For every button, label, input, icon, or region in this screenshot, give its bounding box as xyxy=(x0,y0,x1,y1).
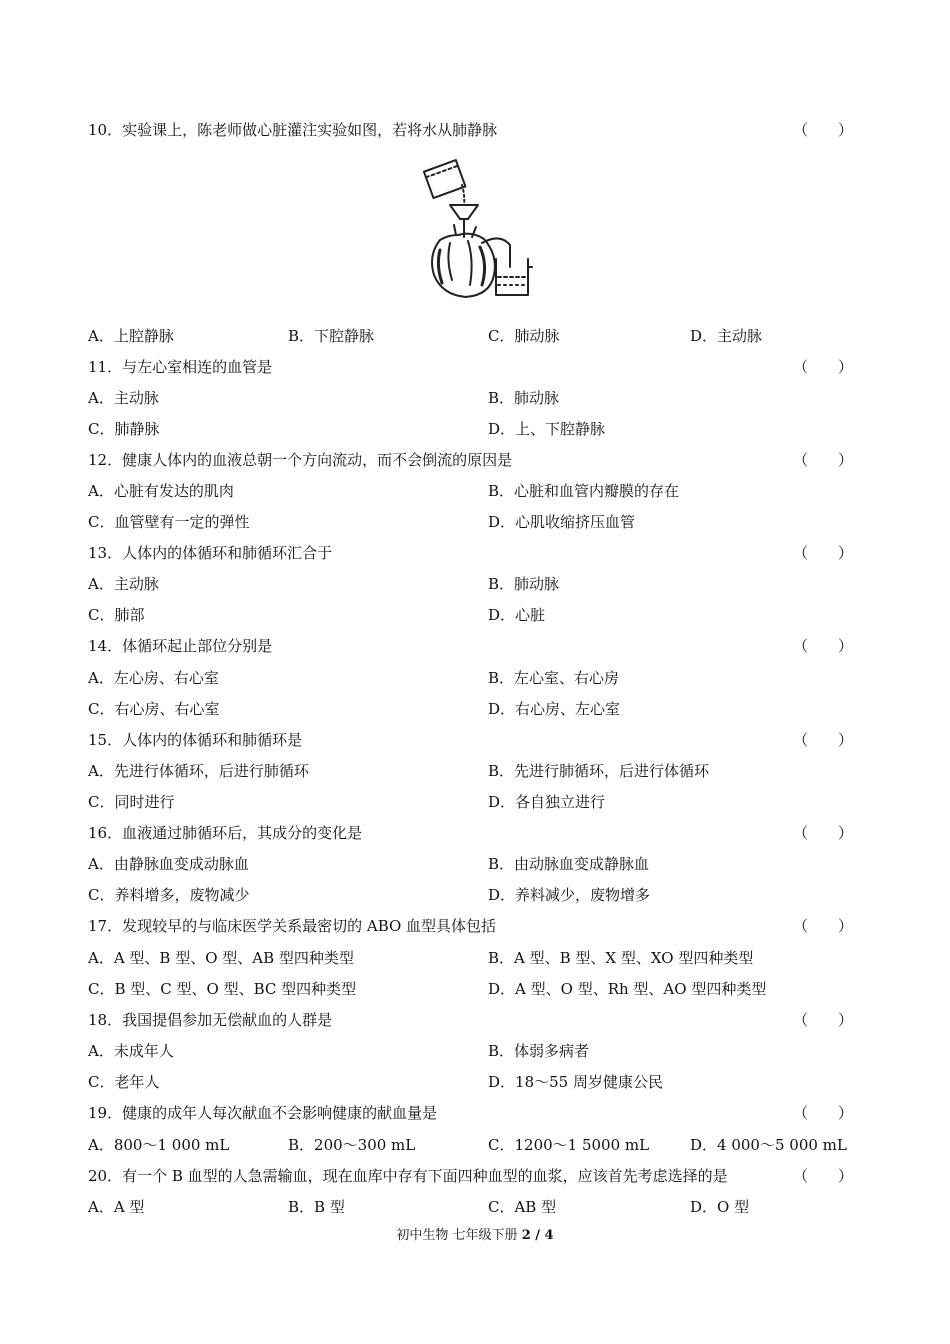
option-a[interactable]: A．由静脉血变成动脉血 xyxy=(88,855,249,873)
option-c[interactable]: C．老年人 xyxy=(88,1073,160,1091)
answer-blank[interactable]: （ ） xyxy=(792,824,853,842)
option-b[interactable]: B．体弱多病者 xyxy=(488,1042,590,1060)
option-b[interactable]: B．A 型、B 型、X 型、XO 型四种类型 xyxy=(488,949,754,967)
question-17 xyxy=(88,914,853,938)
question-text: 13．人体内的体循环和肺循环汇合于 xyxy=(88,544,333,562)
footer-subject: 初中生物 七年级下册 xyxy=(396,1228,522,1243)
question-text: 17．发现较早的与临床医学关系最密切的 ABO 血型具体包括 xyxy=(88,917,497,935)
option-b[interactable]: B．左心室、右心房 xyxy=(488,669,620,687)
answer-blank[interactable]: （ ） xyxy=(792,451,853,469)
option-c[interactable]: C．AB 型 xyxy=(488,1198,557,1216)
option-a[interactable]: A．上腔静脉 xyxy=(88,327,174,345)
option-d[interactable]: D．4 000～5 000 mL xyxy=(690,1136,847,1154)
option-c[interactable]: C．右心房、右心室 xyxy=(88,700,220,718)
answer-blank[interactable]: （ ） xyxy=(792,1167,853,1185)
option-d[interactable]: D．主动脉 xyxy=(690,327,763,345)
option-a[interactable]: A．A 型 xyxy=(88,1198,145,1216)
option-c[interactable]: C．养料增多，废物减少 xyxy=(88,886,250,904)
question-text: 10．实验课上，陈老师做心脏灌注实验如图，若将水从肺静脉 xyxy=(88,121,498,139)
option-b[interactable]: B．由动脉血变成静脉血 xyxy=(488,855,650,873)
option-a[interactable]: A．800～1 000 mL xyxy=(88,1136,230,1154)
option-c[interactable]: C．血管壁有一定的弹性 xyxy=(88,513,250,531)
question-text: 15．人体内的体循环和肺循环是 xyxy=(88,731,303,749)
receiving-beaker-icon xyxy=(496,259,532,295)
option-d[interactable]: D．心脏 xyxy=(488,606,546,624)
option-a[interactable]: A．先进行体循环，后进行肺循环 xyxy=(88,762,309,780)
option-d[interactable]: D．上、下腔静脉 xyxy=(488,420,606,438)
option-d[interactable]: D．养料减少，废物增多 xyxy=(488,886,651,904)
page-footer xyxy=(0,1224,950,1243)
option-a[interactable]: A．未成年人 xyxy=(88,1042,174,1060)
answer-blank[interactable]: （ ） xyxy=(792,121,853,139)
answer-blank[interactable]: （ ） xyxy=(792,1104,853,1122)
option-b[interactable]: B．B 型 xyxy=(288,1198,345,1216)
question-text: 14．体循环起止部位分别是 xyxy=(88,637,273,655)
question-text: 20．有一个 B 血型的人急需输血，现在血库中存有下面四种血型的血浆，应该首先考虑选择的是 xyxy=(88,1167,728,1185)
question-20 xyxy=(88,1164,853,1188)
option-d[interactable]: D．18～55 周岁健康公民 xyxy=(488,1073,663,1091)
question-text: 11．与左心室相连的血管是 xyxy=(88,358,273,376)
question-11 xyxy=(88,355,853,379)
heart-perfusion-illustration xyxy=(410,155,540,310)
option-a[interactable]: A．主动脉 xyxy=(88,575,159,593)
answer-blank[interactable]: （ ） xyxy=(792,917,853,935)
option-d[interactable]: D．各自独立进行 xyxy=(488,793,606,811)
option-d[interactable]: D．心肌收缩挤压血管 xyxy=(488,513,636,531)
question-16 xyxy=(88,821,853,845)
option-c[interactable]: C．1200～1 5000 mL xyxy=(488,1136,650,1154)
option-c[interactable]: C．肺动脉 xyxy=(488,327,560,345)
question-12 xyxy=(88,448,853,472)
answer-blank[interactable]: （ ） xyxy=(792,358,853,376)
option-b[interactable]: B．先进行肺循环，后进行体循环 xyxy=(488,762,710,780)
question-text: 19．健康的成年人每次献血不会影响健康的献血量是 xyxy=(88,1104,438,1122)
question-13 xyxy=(88,541,853,565)
question-14 xyxy=(88,634,853,658)
option-b[interactable]: B．200～300 mL xyxy=(288,1136,416,1154)
option-a[interactable]: A．心脏有发达的肌肉 xyxy=(88,482,234,500)
option-c[interactable]: C．B 型、C 型、O 型、BC 型四种类型 xyxy=(88,980,357,998)
question-10 xyxy=(88,118,853,142)
answer-blank[interactable]: （ ） xyxy=(792,637,853,655)
pouring-beaker-icon xyxy=(424,160,466,198)
option-b[interactable]: B．下腔静脉 xyxy=(288,327,375,345)
question-text: 12．健康人体内的血液总朝一个方向流动，而不会倒流的原因是 xyxy=(88,451,513,469)
option-b[interactable]: B．心脏和血管内瓣膜的存在 xyxy=(488,482,680,500)
option-d[interactable]: D．O 型 xyxy=(690,1198,750,1216)
answer-blank[interactable]: （ ） xyxy=(792,1011,853,1029)
option-c[interactable]: C．同时进行 xyxy=(88,793,175,811)
question-15 xyxy=(88,728,853,752)
option-a[interactable]: A．A 型、B 型、O 型、AB 型四种类型 xyxy=(88,949,354,967)
option-d[interactable]: D．A 型、O 型、Rh 型、AO 型四种类型 xyxy=(488,980,767,998)
answer-blank[interactable]: （ ） xyxy=(792,731,853,749)
question-text: 18．我国提倡参加无偿献血的人群是 xyxy=(88,1011,333,1029)
answer-blank[interactable]: （ ） xyxy=(792,544,853,562)
option-d[interactable]: D．右心房、左心室 xyxy=(488,700,621,718)
option-c[interactable]: C．肺静脉 xyxy=(88,420,160,438)
option-b[interactable]: B．肺动脉 xyxy=(488,575,560,593)
option-c[interactable]: C．肺部 xyxy=(88,606,145,624)
question-18 xyxy=(88,1008,853,1032)
question-text: 16．血液通过肺循环后，其成分的变化是 xyxy=(88,824,363,842)
option-b[interactable]: B．肺动脉 xyxy=(488,389,560,407)
page-number: 2 / 4 xyxy=(521,1228,554,1243)
option-a[interactable]: A．主动脉 xyxy=(88,389,159,407)
question-19 xyxy=(88,1101,853,1125)
option-a[interactable]: A．左心房、右心室 xyxy=(88,669,219,687)
